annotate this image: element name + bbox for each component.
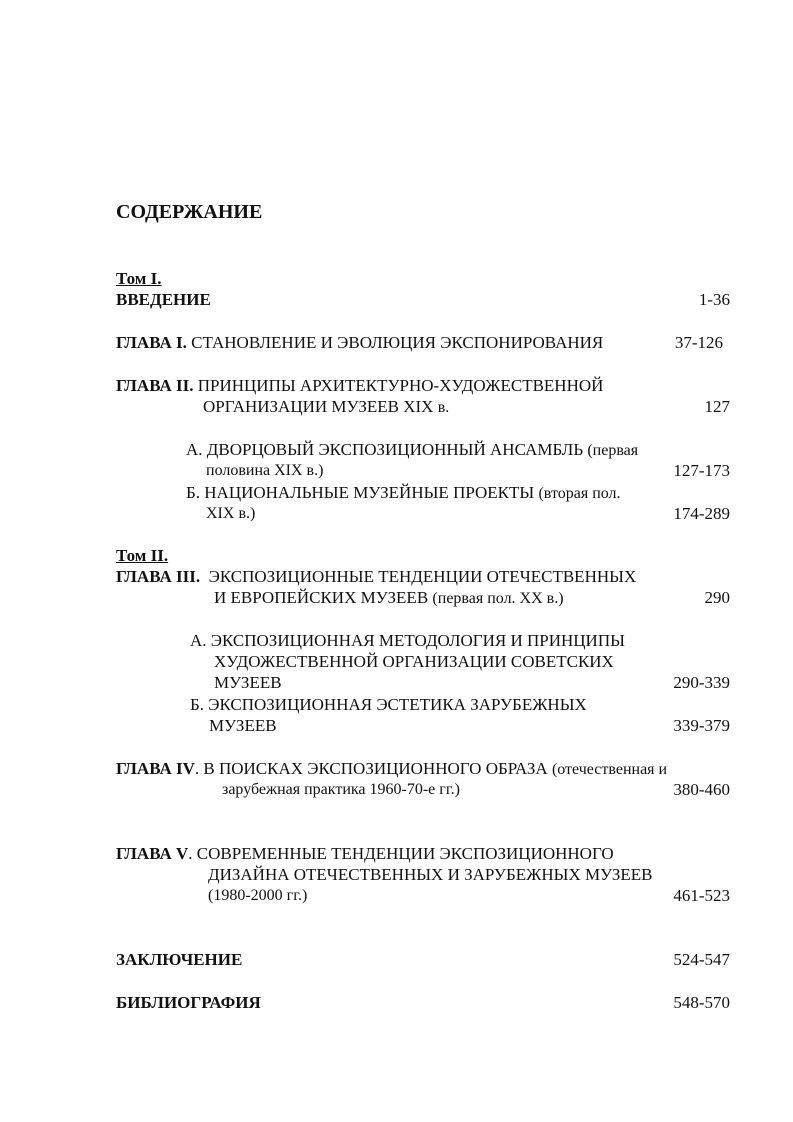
chapter-2-line-2 bbox=[203, 397, 449, 418]
toc-entry-label: ВВЕДЕНИЕ bbox=[116, 290, 211, 309]
toc-entry-pages: 290-339 bbox=[673, 673, 730, 692]
toc-entry-pages: 127-173 bbox=[673, 461, 730, 480]
chapter-3b-line-1: Б. ЭКСПОЗИЦИОННАЯ ЭСТЕТИКА ЗАРУБЕЖНЫХ bbox=[190, 695, 587, 714]
chapter-3-title-2-suffix: (первая пол. XX в.) bbox=[432, 590, 564, 607]
chapter-3-line-2 bbox=[214, 588, 564, 609]
chapter-2-number: ГЛАВА II. bbox=[116, 376, 194, 395]
chapter-3a-line-2: ХУДОЖЕСТВЕННОЙ ОРГАНИЗАЦИИ СОВЕТСКИХ bbox=[214, 652, 614, 671]
chapter-2a-title: А. ДВОРЦОВЫЙ ЭКСПОЗИЦИОННЫЙ АНСАМБЛЬ bbox=[186, 440, 584, 459]
chapter-2-title-1: ПРИНЦИПЫ АРХИТЕКТУРНО-ХУДОЖЕСТВЕННОЙ bbox=[197, 376, 604, 395]
chapter-1-number: ГЛАВА I. bbox=[116, 333, 187, 352]
toc-entry-pages: 174-289 bbox=[673, 504, 730, 523]
chapter-2a-line-2: половина XIX в.) bbox=[206, 462, 324, 479]
chapter-3a-line-3: МУЗЕЕВ bbox=[214, 673, 282, 692]
chapter-3-title-2: И ЕВРОПЕЙСКИХ МУЗЕЕВ bbox=[214, 588, 429, 607]
volume-1-heading: Том I. bbox=[116, 269, 162, 288]
page-title: СОДЕРЖАНИЕ bbox=[116, 201, 263, 223]
chapter-2-title-2: ОРГАНИЗАЦИИ МУЗЕЕВ XIX bbox=[203, 397, 434, 416]
toc-entry-pages: 548-570 bbox=[673, 993, 730, 1012]
chapter-3a-line-1: А. ЭКСПОЗИЦИОННАЯ МЕТОДОЛОГИЯ И ПРИНЦИПЫ bbox=[190, 631, 625, 650]
chapter-1-line bbox=[116, 333, 603, 353]
toc-entry-pages: 461-523 bbox=[673, 886, 730, 905]
chapter-2a-line-1 bbox=[186, 440, 638, 461]
chapter-2-line-1 bbox=[116, 376, 603, 396]
chapter-5-number: ГЛАВА V bbox=[116, 844, 189, 863]
chapter-2a-title-suffix: (первая bbox=[587, 442, 639, 459]
chapter-2b-line-1 bbox=[186, 483, 621, 504]
toc-entry-pages: 380-460 bbox=[673, 780, 730, 799]
chapter-5-line-2: ДИЗАЙНА ОТЕЧЕСТВЕННЫХ И ЗАРУБЕЖНЫХ МУЗЕЕВ bbox=[208, 865, 653, 884]
toc-entry-pages: 290 bbox=[704, 588, 730, 607]
toc-entry-pages: 339-379 bbox=[673, 716, 730, 735]
toc-entry-pages: 524-547 bbox=[673, 950, 730, 969]
toc-entry-pages: 127 bbox=[704, 397, 730, 416]
chapter-2b-line-2: XIX в.) bbox=[206, 505, 256, 522]
chapter-5-line-3: (1980-2000 гг.) bbox=[208, 887, 308, 904]
toc-entry-label: ЗАКЛЮЧЕНИЕ bbox=[116, 950, 243, 969]
chapter-3-line-1 bbox=[116, 567, 636, 587]
chapter-3b-line-2: МУЗЕЕВ bbox=[209, 716, 277, 735]
toc-entry-pages: 1-36 bbox=[698, 290, 730, 309]
chapter-1-title: СТАНОВЛЕНИЕ И ЭВОЛЮЦИЯ ЭКСПОНИРОВАНИЯ bbox=[191, 333, 604, 352]
chapter-4-number: ГЛАВА IV bbox=[116, 759, 195, 778]
chapter-4-title: . В ПОИСКАХ ЭКСПОЗИЦИОННОГО ОБРАЗА bbox=[194, 759, 548, 778]
chapter-5-title-1: . СОВРЕМЕННЫЕ ТЕНДЕНЦИИ ЭКСПОЗИЦИОННОГО bbox=[188, 844, 614, 863]
chapter-4-line-1 bbox=[116, 759, 667, 780]
chapter-5-line-1 bbox=[116, 844, 614, 864]
volume-2-heading: Том II. bbox=[116, 546, 169, 565]
toc-entry-pages: 37-126 bbox=[674, 333, 723, 352]
chapter-2-title-2-suffix: в. bbox=[437, 399, 450, 416]
chapter-4-line-2: зарубежная практика 1960-70-е гг.) bbox=[222, 781, 460, 798]
toc-entry-label: БИБЛИОГРАФИЯ bbox=[116, 993, 261, 1012]
chapter-2b-title: Б. НАЦИОНАЛЬНЫЕ МУЗЕЙНЫЕ ПРОЕКТЫ bbox=[186, 483, 535, 502]
chapter-3-title-1: ЭКСПОЗИЦИОННЫЕ ТЕНДЕНЦИИ ОТЕЧЕСТВЕННЫХ bbox=[208, 567, 637, 586]
chapter-3-number: ГЛАВА III. bbox=[116, 567, 201, 586]
chapter-2b-title-suffix: (вторая пол. bbox=[538, 485, 621, 502]
chapter-4-title-suffix: (отечественная и bbox=[551, 761, 668, 778]
